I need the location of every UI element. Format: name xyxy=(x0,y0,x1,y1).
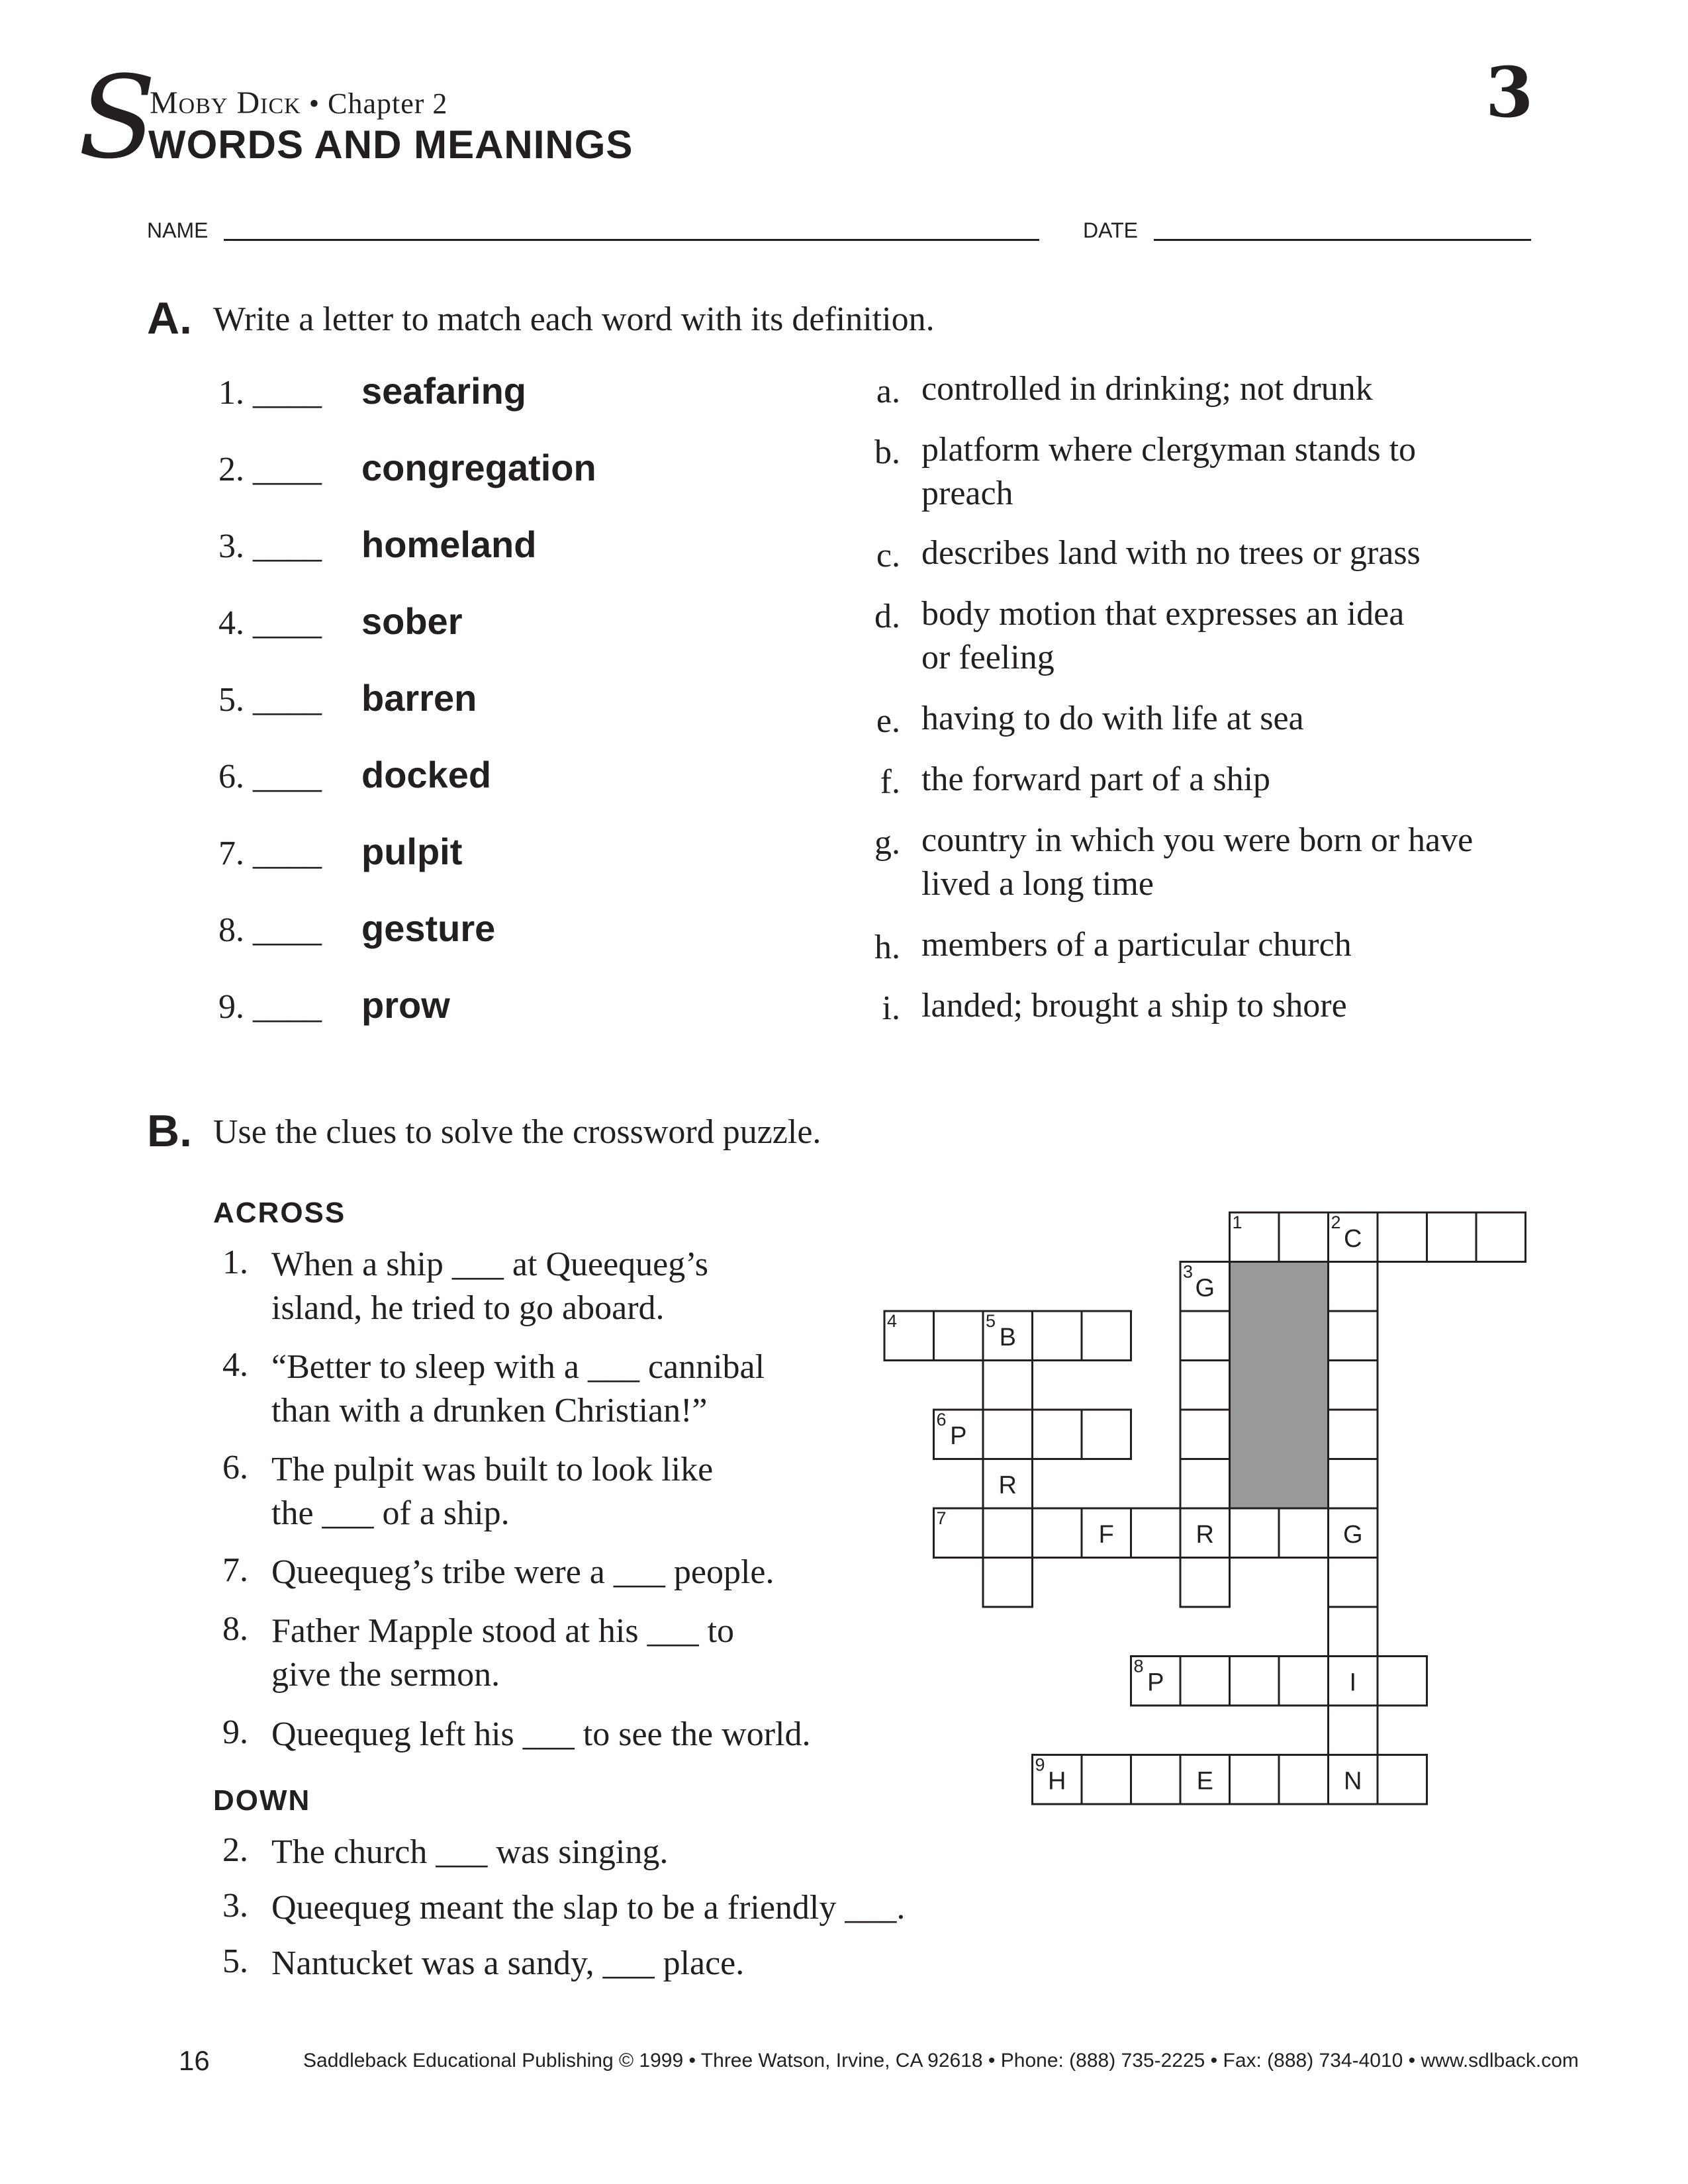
crossword-cell[interactable] xyxy=(1033,1755,1082,1805)
crossword-cell[interactable] xyxy=(1329,1459,1378,1509)
vocab-word: congregation xyxy=(361,447,596,488)
section-b-instruction: Use the clues to solve the crossword puzzle. xyxy=(213,1113,821,1151)
clue-text xyxy=(271,1243,708,1330)
word-number[interactable]: 6. ____ xyxy=(218,758,322,796)
cell-letter: H xyxy=(1048,1767,1066,1796)
crossword-cell[interactable] xyxy=(1329,1558,1378,1608)
crossword-cell[interactable] xyxy=(983,1558,1033,1608)
definition-text: controlled in drinking; not drunk xyxy=(921,370,1373,408)
word-number[interactable]: 2. ____ xyxy=(218,451,322,488)
book-title: Moby Dick xyxy=(150,85,301,120)
crossword-cell[interactable] xyxy=(1230,1212,1280,1262)
section-a-instruction: Write a letter to match each word with its definition. xyxy=(213,300,935,338)
crossword-cell[interactable] xyxy=(1082,1311,1131,1361)
word-number[interactable]: 3. ____ xyxy=(218,527,322,565)
section-b-letter: B. xyxy=(147,1106,192,1156)
crossword-cell[interactable] xyxy=(1279,1657,1329,1706)
clue-text xyxy=(271,1610,734,1697)
clue-number: 6. xyxy=(222,1449,248,1486)
definition-text: having to do with life at sea xyxy=(921,700,1304,737)
clue-line: island, he tried to go aboard. xyxy=(271,1289,665,1327)
clue-line: Queequeg’s tribe were a ___ people. xyxy=(271,1553,774,1591)
cell-number: 8 xyxy=(1133,1656,1144,1676)
clue-text xyxy=(271,1831,668,1874)
clue-line: give the sermon. xyxy=(271,1656,500,1694)
crossword-cell[interactable] xyxy=(1033,1311,1082,1361)
cell-letter: F xyxy=(1098,1521,1114,1549)
clue-number: 3. xyxy=(222,1887,248,1925)
cell-number: 9 xyxy=(1035,1754,1045,1775)
clue-number: 8. xyxy=(222,1610,248,1648)
crossword-cell[interactable] xyxy=(1230,1755,1280,1805)
name-label: NAME xyxy=(147,218,209,242)
crossword-cell[interactable] xyxy=(1180,1657,1230,1706)
cell-letter: R xyxy=(998,1471,1017,1500)
vocab-word: gesture xyxy=(361,907,496,949)
crossword-cell[interactable] xyxy=(1329,1657,1378,1706)
vocab-word: pulpit xyxy=(361,831,463,872)
crossword-cell[interactable] xyxy=(1180,1410,1230,1459)
crossword-cell[interactable] xyxy=(1329,1607,1378,1657)
word-number[interactable]: 9. ____ xyxy=(218,988,322,1026)
cell-letter: C xyxy=(1344,1225,1362,1253)
crossword-cell[interactable] xyxy=(1131,1508,1181,1558)
cell-number: 1 xyxy=(1232,1212,1243,1232)
across-heading: ACROSS xyxy=(213,1197,346,1229)
cell-number: 7 xyxy=(936,1508,947,1528)
crossword-cell[interactable] xyxy=(983,1410,1033,1459)
cell-letter: E xyxy=(1196,1767,1213,1796)
crossword-cell[interactable] xyxy=(1180,1508,1230,1558)
definition-text: platform where clergyman stands to preach xyxy=(921,431,1417,512)
down-heading: DOWN xyxy=(213,1784,311,1817)
definition-text: describes land with no trees or grass xyxy=(921,534,1421,572)
publisher-line: Saddleback Educational Publishing © 1999 • Three Watson, Irvine, CA 92618 • Phone: (888) 735-2225 • Fax: (888) 734-4010 • www.sdlback.com xyxy=(303,2050,1579,2071)
definition-letter: a. xyxy=(876,373,900,410)
cell-number: 2 xyxy=(1331,1212,1341,1232)
clue-text xyxy=(271,1886,905,1930)
crossword-cell[interactable] xyxy=(1180,1755,1230,1805)
crossword-cell[interactable] xyxy=(1180,1262,1230,1312)
crossword-cell[interactable] xyxy=(1230,1508,1280,1558)
crossword-cell[interactable] xyxy=(983,1459,1033,1509)
definition-text: body motion that expresses an idea or feeling xyxy=(921,595,1405,676)
word-number[interactable]: 1. ____ xyxy=(218,374,322,412)
crossword-cell[interactable] xyxy=(1279,1755,1329,1805)
name-field[interactable] xyxy=(224,239,1039,241)
crossword-cell[interactable] xyxy=(1279,1212,1329,1262)
definition-text: country in which you were born or have lived a long time xyxy=(921,821,1474,903)
crossword-cell[interactable] xyxy=(1033,1410,1082,1459)
clue-text xyxy=(271,1345,765,1433)
cell-letter: G xyxy=(1195,1274,1215,1302)
definition-letter: d. xyxy=(874,598,900,635)
crossword-cell[interactable] xyxy=(934,1508,984,1558)
crossword-cell[interactable] xyxy=(1279,1508,1329,1558)
chapter-label: Chapter 2 xyxy=(328,87,448,120)
crossword-cell[interactable] xyxy=(983,1508,1033,1558)
vocab-word: prow xyxy=(361,984,450,1026)
clue-text xyxy=(271,1551,774,1594)
crossword-cell[interactable] xyxy=(1378,1755,1427,1805)
definition-letter: f. xyxy=(880,763,900,801)
crossword-cell[interactable] xyxy=(1082,1410,1131,1459)
definition-text: members of a particular church xyxy=(921,926,1352,964)
clue-line: Queequeg meant the slap to be a friendly ___. xyxy=(271,1889,906,1927)
clue-number: 9. xyxy=(222,1713,248,1751)
word-number[interactable]: 5. ____ xyxy=(218,681,322,719)
crossword-cell[interactable] xyxy=(1378,1212,1427,1262)
cell-number: 4 xyxy=(887,1311,898,1331)
clue-number: 1. xyxy=(222,1244,248,1281)
date-field[interactable] xyxy=(1154,239,1531,241)
clue-line: than with a drunken Christian!” xyxy=(271,1392,708,1430)
cell-number: 5 xyxy=(986,1311,996,1331)
clue-line: When a ship ___ at Queequeg’s xyxy=(271,1246,708,1283)
crossword-cell[interactable] xyxy=(1329,1311,1378,1361)
page-number: 16 xyxy=(179,2045,210,2076)
cell-letter: P xyxy=(950,1422,967,1451)
cell-letter: P xyxy=(1147,1668,1164,1697)
cell-letter: I xyxy=(1349,1668,1357,1697)
definition-letter: b. xyxy=(874,433,900,471)
definition-letter: c. xyxy=(876,537,900,574)
date-label: DATE xyxy=(1083,218,1138,242)
crossword-cell[interactable] xyxy=(1180,1311,1230,1361)
clue-line: The church ___ was singing. xyxy=(271,1833,669,1871)
crossword-cell[interactable] xyxy=(1082,1508,1131,1558)
crossword-cell[interactable] xyxy=(1082,1755,1131,1805)
crossword-cell[interactable] xyxy=(1378,1657,1427,1706)
section-a-letter: A. xyxy=(147,293,192,343)
crossword-cell[interactable] xyxy=(1131,1755,1181,1805)
series-logo: S xyxy=(78,51,156,184)
crossword-cell[interactable] xyxy=(983,1361,1033,1410)
crossword-cell[interactable] xyxy=(1329,1212,1378,1262)
clue-number: 5. xyxy=(222,1942,248,1980)
definition-letter: e. xyxy=(876,702,900,740)
crossword-cell[interactable] xyxy=(1476,1212,1526,1262)
vocab-word: seafaring xyxy=(361,370,526,412)
clue-line: “Better to sleep with a ___ cannibal xyxy=(271,1348,765,1386)
crossword-cell[interactable] xyxy=(1180,1459,1230,1509)
definition-letter: g. xyxy=(874,824,900,862)
crossword-cell[interactable] xyxy=(1329,1262,1378,1312)
definition-text: the forward part of a ship xyxy=(921,760,1271,798)
worksheet-number: 3 xyxy=(1485,52,1534,133)
definition-text: landed; brought a ship to shore xyxy=(921,987,1347,1024)
vocab-word: homeland xyxy=(361,523,537,565)
cell-letter: R xyxy=(1196,1521,1214,1549)
clue-number: 4. xyxy=(222,1346,248,1384)
crossword-cell[interactable] xyxy=(1033,1508,1082,1558)
clue-line: Nantucket was a sandy, ___ place. xyxy=(271,1944,745,1982)
book-line xyxy=(150,85,447,121)
vocab-word: barren xyxy=(361,677,477,719)
crossword-cell[interactable] xyxy=(884,1311,934,1361)
vocab-word: docked xyxy=(361,754,492,796)
clue-text xyxy=(271,1713,810,1756)
vocab-word: sober xyxy=(361,600,463,642)
word-number[interactable]: 4. ____ xyxy=(218,604,322,642)
shaded-block xyxy=(1230,1262,1329,1509)
crossword-cell[interactable] xyxy=(1329,1706,1378,1755)
clue-text xyxy=(271,1448,713,1535)
crossword-cell[interactable] xyxy=(934,1311,984,1361)
worksheet-title: WORDS AND MEANINGS xyxy=(148,122,633,167)
word-number[interactable]: 8. ____ xyxy=(218,911,322,949)
separator: • xyxy=(308,87,320,120)
crossword-cell[interactable] xyxy=(1427,1212,1477,1262)
crossword-cell[interactable] xyxy=(1329,1361,1378,1410)
crossword-cell[interactable] xyxy=(1131,1657,1181,1706)
word-number[interactable]: 7. ____ xyxy=(218,835,322,872)
clue-text xyxy=(271,1942,744,1985)
crossword-cell[interactable] xyxy=(934,1410,984,1459)
crossword-cell[interactable] xyxy=(1180,1361,1230,1410)
clue-number: 2. xyxy=(222,1831,248,1869)
cell-letter: N xyxy=(1344,1767,1362,1796)
crossword-cell[interactable] xyxy=(1329,1755,1378,1805)
crossword-cell[interactable] xyxy=(1329,1410,1378,1459)
cell-number: 3 xyxy=(1183,1261,1194,1282)
clue-line: The pulpit was built to look like xyxy=(271,1451,714,1488)
clue-line: Father Mapple stood at his ___ to xyxy=(271,1612,735,1650)
clue-number: 7. xyxy=(222,1551,248,1589)
clue-line: the ___ of a ship. xyxy=(271,1494,510,1532)
crossword-cell[interactable] xyxy=(1230,1657,1280,1706)
clue-line: Queequeg left his ___ to see the world. xyxy=(271,1715,811,1753)
cell-number: 6 xyxy=(936,1410,947,1430)
crossword-cell[interactable] xyxy=(1329,1508,1378,1558)
cell-letter: G xyxy=(1342,1521,1363,1549)
crossword-cell[interactable] xyxy=(1180,1558,1230,1608)
cell-letter: B xyxy=(999,1324,1016,1352)
definition-letter: i. xyxy=(882,989,900,1027)
definition-letter: h. xyxy=(874,929,900,966)
crossword-cell[interactable] xyxy=(983,1311,1033,1361)
